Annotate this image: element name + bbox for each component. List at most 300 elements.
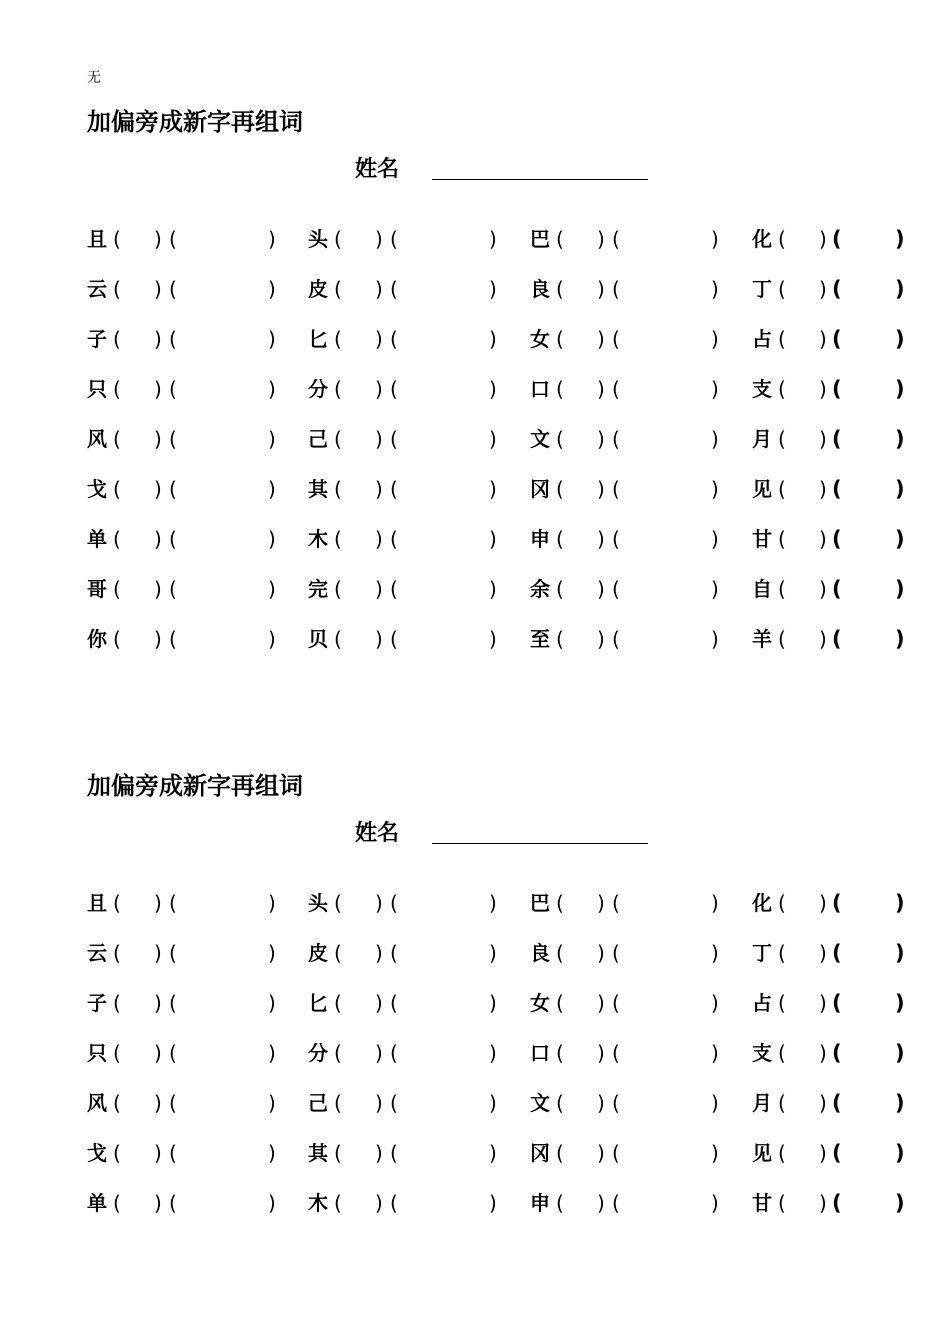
word-blank-open[interactable]: ( bbox=[390, 277, 398, 301]
new-character-blank-close: ) bbox=[375, 1141, 383, 1165]
new-character-blank-close: ) bbox=[375, 1091, 383, 1115]
new-character-blank-open[interactable]: ( bbox=[113, 327, 121, 351]
base-character: 只 bbox=[87, 377, 107, 401]
exercise-cell bbox=[530, 474, 720, 504]
exercise-cell bbox=[308, 938, 498, 968]
word-blank-close: ) bbox=[895, 627, 905, 651]
word-blank-open[interactable]: ( bbox=[169, 277, 177, 301]
word-blank-open[interactable]: ( bbox=[390, 377, 398, 401]
base-character: 女 bbox=[530, 327, 550, 351]
exercise-cell bbox=[752, 988, 942, 1018]
exercise-cell bbox=[752, 624, 942, 654]
word-blank-open[interactable]: ( bbox=[169, 991, 177, 1015]
new-character-blank-close: ) bbox=[597, 1191, 605, 1215]
word-blank-open[interactable]: ( bbox=[612, 1141, 620, 1165]
new-character-blank-close: ) bbox=[375, 627, 383, 651]
word-blank-open[interactable]: ( bbox=[612, 527, 620, 551]
base-character: 文 bbox=[530, 427, 550, 451]
word-blank-close: ) bbox=[268, 1141, 276, 1165]
section-title: 加偏旁成新字再组词 bbox=[87, 772, 303, 800]
new-character-blank-close: ) bbox=[597, 627, 605, 651]
base-character: 自 bbox=[752, 577, 772, 601]
new-character-blank-open[interactable]: ( bbox=[334, 1191, 342, 1215]
word-blank-open[interactable]: ( bbox=[169, 527, 177, 551]
new-character-blank-open[interactable]: ( bbox=[113, 891, 121, 915]
base-character: 头 bbox=[308, 227, 328, 251]
word-blank-open[interactable]: ( bbox=[390, 427, 398, 451]
new-character-blank-close: ) bbox=[375, 991, 383, 1015]
word-blank-close: ) bbox=[711, 991, 719, 1015]
base-character: 子 bbox=[87, 991, 107, 1015]
new-character-blank-close: ) bbox=[819, 1141, 827, 1165]
word-blank-close: ) bbox=[711, 891, 719, 915]
word-blank-close: ) bbox=[268, 227, 276, 251]
new-character-blank-open[interactable]: ( bbox=[334, 477, 342, 501]
exercise-cell bbox=[752, 1138, 942, 1168]
exercise-cell bbox=[87, 1088, 277, 1118]
new-character-blank-open[interactable]: ( bbox=[334, 1141, 342, 1165]
exercise-cell bbox=[308, 1188, 498, 1218]
base-character: 云 bbox=[87, 941, 107, 965]
base-character: 月 bbox=[752, 1091, 772, 1115]
word-blank-open[interactable]: ( bbox=[169, 1141, 177, 1165]
word-blank-open[interactable]: ( bbox=[169, 891, 177, 915]
word-blank-open[interactable]: ( bbox=[169, 941, 177, 965]
new-character-blank-open[interactable]: ( bbox=[113, 1091, 121, 1115]
new-character-blank-close: ) bbox=[375, 427, 383, 451]
word-blank-open[interactable]: ( bbox=[612, 627, 620, 651]
new-character-blank-open[interactable]: ( bbox=[556, 227, 564, 251]
base-character: 云 bbox=[87, 277, 107, 301]
word-blank-open[interactable]: ( bbox=[169, 377, 177, 401]
word-blank-close: ) bbox=[895, 891, 905, 915]
word-blank-close: ) bbox=[268, 477, 276, 501]
word-blank-open[interactable]: ( bbox=[390, 227, 398, 251]
word-blank-close: ) bbox=[268, 1041, 276, 1065]
new-character-blank-open[interactable]: ( bbox=[556, 377, 564, 401]
new-character-blank-close: ) bbox=[375, 277, 383, 301]
exercise-cell bbox=[308, 524, 498, 554]
word-blank-close: ) bbox=[711, 377, 719, 401]
section-title: 加偏旁成新字再组词 bbox=[87, 108, 303, 136]
word-blank-close: ) bbox=[895, 1041, 905, 1065]
exercise-cell bbox=[530, 988, 720, 1018]
exercise-cell bbox=[752, 374, 942, 404]
word-blank-open[interactable]: ( bbox=[832, 327, 842, 351]
new-character-blank-open[interactable]: ( bbox=[778, 427, 786, 451]
word-blank-open[interactable]: ( bbox=[832, 1191, 842, 1215]
word-blank-open[interactable]: ( bbox=[832, 527, 842, 551]
new-character-blank-open[interactable]: ( bbox=[113, 577, 121, 601]
new-character-blank-close: ) bbox=[819, 377, 827, 401]
word-blank-open[interactable]: ( bbox=[169, 477, 177, 501]
word-blank-open[interactable]: ( bbox=[612, 1191, 620, 1215]
word-blank-open[interactable]: ( bbox=[169, 227, 177, 251]
new-character-blank-close: ) bbox=[819, 277, 827, 301]
word-blank-open[interactable]: ( bbox=[832, 227, 842, 251]
new-character-blank-close: ) bbox=[375, 577, 383, 601]
base-character: 丁 bbox=[752, 277, 772, 301]
new-character-blank-open[interactable]: ( bbox=[113, 227, 121, 251]
base-character: 月 bbox=[752, 427, 772, 451]
new-character-blank-open[interactable]: ( bbox=[334, 427, 342, 451]
word-blank-close: ) bbox=[895, 277, 905, 301]
word-blank-open[interactable]: ( bbox=[169, 627, 177, 651]
word-blank-close: ) bbox=[711, 227, 719, 251]
base-character: 见 bbox=[752, 1141, 772, 1165]
word-blank-close: ) bbox=[489, 377, 497, 401]
base-character: 匕 bbox=[308, 991, 328, 1015]
new-character-blank-open[interactable]: ( bbox=[334, 991, 342, 1015]
new-character-blank-close: ) bbox=[154, 427, 162, 451]
new-character-blank-open[interactable]: ( bbox=[556, 991, 564, 1015]
new-character-blank-open[interactable]: ( bbox=[556, 427, 564, 451]
exercise-cell bbox=[308, 624, 498, 654]
exercise-cell bbox=[308, 374, 498, 404]
exercise-row bbox=[0, 524, 950, 554]
new-character-blank-open[interactable]: ( bbox=[556, 1041, 564, 1065]
exercise-row bbox=[0, 324, 950, 354]
exercise-cell bbox=[87, 988, 277, 1018]
word-blank-open[interactable]: ( bbox=[390, 1091, 398, 1115]
word-blank-open[interactable]: ( bbox=[832, 277, 842, 301]
word-blank-close: ) bbox=[895, 427, 905, 451]
new-character-blank-open[interactable]: ( bbox=[556, 277, 564, 301]
exercise-cell bbox=[87, 574, 277, 604]
new-character-blank-close: ) bbox=[375, 891, 383, 915]
word-blank-close: ) bbox=[268, 991, 276, 1015]
new-character-blank-close: ) bbox=[819, 627, 827, 651]
word-blank-open[interactable]: ( bbox=[612, 427, 620, 451]
exercise-row bbox=[0, 374, 950, 404]
new-character-blank-close: ) bbox=[154, 1191, 162, 1215]
new-character-blank-close: ) bbox=[819, 477, 827, 501]
new-character-blank-open[interactable]: ( bbox=[778, 891, 786, 915]
exercise-cell bbox=[308, 1088, 498, 1118]
word-blank-open[interactable]: ( bbox=[612, 1041, 620, 1065]
new-character-blank-close: ) bbox=[597, 941, 605, 965]
base-character: 口 bbox=[530, 1041, 550, 1065]
base-character: 哥 bbox=[87, 577, 107, 601]
new-character-blank-close: ) bbox=[154, 327, 162, 351]
new-character-blank-close: ) bbox=[597, 427, 605, 451]
base-character: 其 bbox=[308, 477, 328, 501]
word-blank-close: ) bbox=[895, 941, 905, 965]
exercise-cell bbox=[752, 274, 942, 304]
base-character: 巴 bbox=[530, 891, 550, 915]
exercise-cell bbox=[752, 1188, 942, 1218]
base-character: 且 bbox=[87, 227, 107, 251]
new-character-blank-open[interactable]: ( bbox=[334, 277, 342, 301]
new-character-blank-open[interactable]: ( bbox=[778, 377, 786, 401]
new-character-blank-close: ) bbox=[375, 941, 383, 965]
exercise-cell bbox=[530, 1038, 720, 1068]
exercise-row bbox=[0, 988, 950, 1018]
new-character-blank-open[interactable]: ( bbox=[778, 1191, 786, 1215]
new-character-blank-open[interactable]: ( bbox=[334, 891, 342, 915]
new-character-blank-open[interactable]: ( bbox=[778, 1091, 786, 1115]
name-blank-line[interactable] bbox=[432, 179, 648, 180]
word-blank-close: ) bbox=[489, 277, 497, 301]
word-blank-open[interactable]: ( bbox=[169, 577, 177, 601]
word-blank-open[interactable]: ( bbox=[390, 527, 398, 551]
base-character: 头 bbox=[308, 891, 328, 915]
exercise-cell bbox=[530, 574, 720, 604]
word-blank-open[interactable]: ( bbox=[612, 277, 620, 301]
word-blank-close: ) bbox=[489, 941, 497, 965]
exercise-cell bbox=[530, 324, 720, 354]
new-character-blank-close: ) bbox=[375, 1041, 383, 1065]
new-character-blank-open[interactable]: ( bbox=[556, 577, 564, 601]
exercise-cell bbox=[308, 224, 498, 254]
new-character-blank-open[interactable]: ( bbox=[778, 577, 786, 601]
word-blank-open[interactable]: ( bbox=[612, 941, 620, 965]
word-blank-close: ) bbox=[711, 941, 719, 965]
word-blank-open[interactable]: ( bbox=[390, 477, 398, 501]
word-blank-close: ) bbox=[711, 627, 719, 651]
new-character-blank-open[interactable]: ( bbox=[113, 277, 121, 301]
new-character-blank-open[interactable]: ( bbox=[113, 477, 121, 501]
word-blank-open[interactable]: ( bbox=[390, 327, 398, 351]
new-character-blank-open[interactable]: ( bbox=[556, 477, 564, 501]
exercise-row bbox=[0, 1038, 950, 1068]
new-character-blank-open[interactable]: ( bbox=[113, 377, 121, 401]
word-blank-open[interactable]: ( bbox=[390, 1041, 398, 1065]
new-character-blank-open[interactable]: ( bbox=[113, 627, 121, 651]
word-blank-open[interactable]: ( bbox=[832, 891, 842, 915]
new-character-blank-open[interactable]: ( bbox=[113, 427, 121, 451]
word-blank-open[interactable]: ( bbox=[390, 941, 398, 965]
word-blank-open[interactable]: ( bbox=[169, 327, 177, 351]
new-character-blank-open[interactable]: ( bbox=[334, 941, 342, 965]
base-character: 皮 bbox=[308, 941, 328, 965]
new-character-blank-open[interactable]: ( bbox=[778, 1041, 786, 1065]
new-character-blank-open[interactable]: ( bbox=[334, 227, 342, 251]
word-blank-open[interactable]: ( bbox=[612, 1091, 620, 1115]
base-character: 风 bbox=[87, 427, 107, 451]
word-blank-close: ) bbox=[711, 427, 719, 451]
new-character-blank-close: ) bbox=[154, 991, 162, 1015]
word-blank-close: ) bbox=[268, 277, 276, 301]
word-blank-open[interactable]: ( bbox=[832, 991, 842, 1015]
new-character-blank-close: ) bbox=[154, 477, 162, 501]
base-character: 占 bbox=[752, 327, 772, 351]
exercise-cell bbox=[752, 574, 942, 604]
new-character-blank-open[interactable]: ( bbox=[778, 991, 786, 1015]
word-blank-close: ) bbox=[489, 1141, 497, 1165]
new-character-blank-open[interactable]: ( bbox=[778, 327, 786, 351]
word-blank-open[interactable]: ( bbox=[169, 427, 177, 451]
name-label: 姓名 bbox=[355, 821, 400, 846]
word-blank-open[interactable]: ( bbox=[832, 477, 842, 501]
base-character: 分 bbox=[308, 377, 328, 401]
new-character-blank-open[interactable]: ( bbox=[334, 577, 342, 601]
exercise-row bbox=[0, 624, 950, 654]
new-character-blank-open[interactable]: ( bbox=[778, 627, 786, 651]
word-blank-open[interactable]: ( bbox=[612, 891, 620, 915]
new-character-blank-open[interactable]: ( bbox=[334, 1091, 342, 1115]
exercise-cell bbox=[87, 324, 277, 354]
new-character-blank-close: ) bbox=[375, 477, 383, 501]
new-character-blank-open[interactable]: ( bbox=[556, 327, 564, 351]
exercise-cell bbox=[87, 374, 277, 404]
new-character-blank-open[interactable]: ( bbox=[334, 327, 342, 351]
new-character-blank-close: ) bbox=[597, 991, 605, 1015]
word-blank-open[interactable]: ( bbox=[832, 941, 842, 965]
new-character-blank-open[interactable]: ( bbox=[778, 477, 786, 501]
word-blank-close: ) bbox=[895, 1191, 905, 1215]
word-blank-close: ) bbox=[895, 227, 905, 251]
new-character-blank-open[interactable]: ( bbox=[556, 627, 564, 651]
new-character-blank-open[interactable]: ( bbox=[556, 527, 564, 551]
base-character: 文 bbox=[530, 1091, 550, 1115]
base-character: 冈 bbox=[530, 477, 550, 501]
word-blank-close: ) bbox=[489, 527, 497, 551]
new-character-blank-close: ) bbox=[154, 227, 162, 251]
word-blank-open[interactable]: ( bbox=[832, 377, 842, 401]
word-blank-open[interactable]: ( bbox=[390, 577, 398, 601]
new-character-blank-open[interactable]: ( bbox=[113, 527, 121, 551]
exercise-row bbox=[0, 1088, 950, 1118]
word-blank-open[interactable]: ( bbox=[169, 1191, 177, 1215]
new-character-blank-close: ) bbox=[819, 941, 827, 965]
new-character-blank-open[interactable]: ( bbox=[334, 527, 342, 551]
exercise-cell bbox=[87, 524, 277, 554]
new-character-blank-open[interactable]: ( bbox=[556, 941, 564, 965]
word-blank-open[interactable]: ( bbox=[832, 427, 842, 451]
new-character-blank-open[interactable]: ( bbox=[778, 277, 786, 301]
new-character-blank-close: ) bbox=[154, 1041, 162, 1065]
word-blank-close: ) bbox=[268, 1091, 276, 1115]
word-blank-open[interactable]: ( bbox=[832, 627, 842, 651]
word-blank-open[interactable]: ( bbox=[390, 891, 398, 915]
word-blank-open[interactable]: ( bbox=[612, 327, 620, 351]
exercise-cell bbox=[752, 324, 942, 354]
exercise-cell bbox=[308, 1038, 498, 1068]
new-character-blank-open[interactable]: ( bbox=[334, 627, 342, 651]
exercise-cell bbox=[752, 424, 942, 454]
exercise-cell bbox=[87, 424, 277, 454]
word-blank-open[interactable]: ( bbox=[832, 1041, 842, 1065]
word-blank-open[interactable]: ( bbox=[390, 627, 398, 651]
new-character-blank-close: ) bbox=[154, 1141, 162, 1165]
exercise-cell bbox=[308, 324, 498, 354]
word-blank-open[interactable]: ( bbox=[612, 477, 620, 501]
exercise-cell bbox=[530, 888, 720, 918]
new-character-blank-open[interactable]: ( bbox=[778, 527, 786, 551]
new-character-blank-close: ) bbox=[154, 891, 162, 915]
new-character-blank-open[interactable]: ( bbox=[113, 1191, 121, 1215]
base-character: 戈 bbox=[87, 477, 107, 501]
new-character-blank-open[interactable]: ( bbox=[113, 941, 121, 965]
new-character-blank-open[interactable]: ( bbox=[778, 941, 786, 965]
exercise-cell bbox=[308, 988, 498, 1018]
exercise-cell bbox=[308, 424, 498, 454]
word-blank-open[interactable]: ( bbox=[390, 991, 398, 1015]
word-blank-close: ) bbox=[268, 527, 276, 551]
new-character-blank-close: ) bbox=[375, 527, 383, 551]
exercise-cell bbox=[530, 1138, 720, 1168]
new-character-blank-open[interactable]: ( bbox=[778, 227, 786, 251]
word-blank-open[interactable]: ( bbox=[390, 1141, 398, 1165]
new-character-blank-open[interactable]: ( bbox=[334, 377, 342, 401]
word-blank-close: ) bbox=[711, 277, 719, 301]
word-blank-close: ) bbox=[711, 1191, 719, 1215]
new-character-blank-close: ) bbox=[819, 427, 827, 451]
new-character-blank-open[interactable]: ( bbox=[556, 1191, 564, 1215]
new-character-blank-close: ) bbox=[375, 327, 383, 351]
word-blank-open[interactable]: ( bbox=[612, 227, 620, 251]
exercise-cell bbox=[87, 1188, 277, 1218]
word-blank-close: ) bbox=[489, 327, 497, 351]
word-blank-close: ) bbox=[489, 991, 497, 1015]
new-character-blank-open[interactable]: ( bbox=[113, 1041, 121, 1065]
word-blank-open[interactable]: ( bbox=[612, 991, 620, 1015]
base-character: 申 bbox=[530, 527, 550, 551]
word-blank-open[interactable]: ( bbox=[612, 377, 620, 401]
base-character: 申 bbox=[530, 1191, 550, 1215]
exercise-cell bbox=[87, 224, 277, 254]
new-character-blank-open[interactable]: ( bbox=[556, 891, 564, 915]
exercise-cell bbox=[530, 938, 720, 968]
base-character: 支 bbox=[752, 377, 772, 401]
word-blank-open[interactable]: ( bbox=[832, 577, 842, 601]
base-character: 完 bbox=[308, 577, 328, 601]
word-blank-open[interactable]: ( bbox=[612, 577, 620, 601]
exercise-cell bbox=[752, 474, 942, 504]
name-blank-line[interactable] bbox=[432, 843, 648, 844]
word-blank-close: ) bbox=[489, 1091, 497, 1115]
new-character-blank-open[interactable]: ( bbox=[334, 1041, 342, 1065]
new-character-blank-close: ) bbox=[819, 1041, 827, 1065]
word-blank-close: ) bbox=[895, 327, 905, 351]
word-blank-open[interactable]: ( bbox=[832, 1091, 842, 1115]
base-character: 单 bbox=[87, 1191, 107, 1215]
new-character-blank-open[interactable]: ( bbox=[556, 1091, 564, 1115]
base-character: 贝 bbox=[308, 627, 328, 651]
base-character: 分 bbox=[308, 1041, 328, 1065]
new-character-blank-close: ) bbox=[819, 527, 827, 551]
base-character: 且 bbox=[87, 891, 107, 915]
word-blank-open[interactable]: ( bbox=[169, 1041, 177, 1065]
exercise-cell bbox=[752, 224, 942, 254]
word-blank-open[interactable]: ( bbox=[169, 1091, 177, 1115]
new-character-blank-open[interactable]: ( bbox=[556, 1141, 564, 1165]
new-character-blank-close: ) bbox=[819, 1091, 827, 1115]
base-character: 戈 bbox=[87, 1141, 107, 1165]
word-blank-open[interactable]: ( bbox=[390, 1191, 398, 1215]
exercise-cell bbox=[87, 1138, 277, 1168]
exercise-row bbox=[0, 888, 950, 918]
exercise-row bbox=[0, 424, 950, 454]
word-blank-close: ) bbox=[489, 1041, 497, 1065]
new-character-blank-close: ) bbox=[597, 527, 605, 551]
new-character-blank-open[interactable]: ( bbox=[113, 1141, 121, 1165]
base-character: 子 bbox=[87, 327, 107, 351]
new-character-blank-close: ) bbox=[819, 1191, 827, 1215]
exercise-cell bbox=[308, 574, 498, 604]
word-blank-open[interactable]: ( bbox=[832, 1141, 842, 1165]
new-character-blank-close: ) bbox=[597, 477, 605, 501]
word-blank-close: ) bbox=[268, 327, 276, 351]
exercise-row bbox=[0, 574, 950, 604]
exercise-cell bbox=[87, 624, 277, 654]
base-character: 余 bbox=[530, 577, 550, 601]
word-blank-close: ) bbox=[711, 477, 719, 501]
new-character-blank-open[interactable]: ( bbox=[113, 991, 121, 1015]
new-character-blank-open[interactable]: ( bbox=[778, 1141, 786, 1165]
word-blank-close: ) bbox=[711, 527, 719, 551]
